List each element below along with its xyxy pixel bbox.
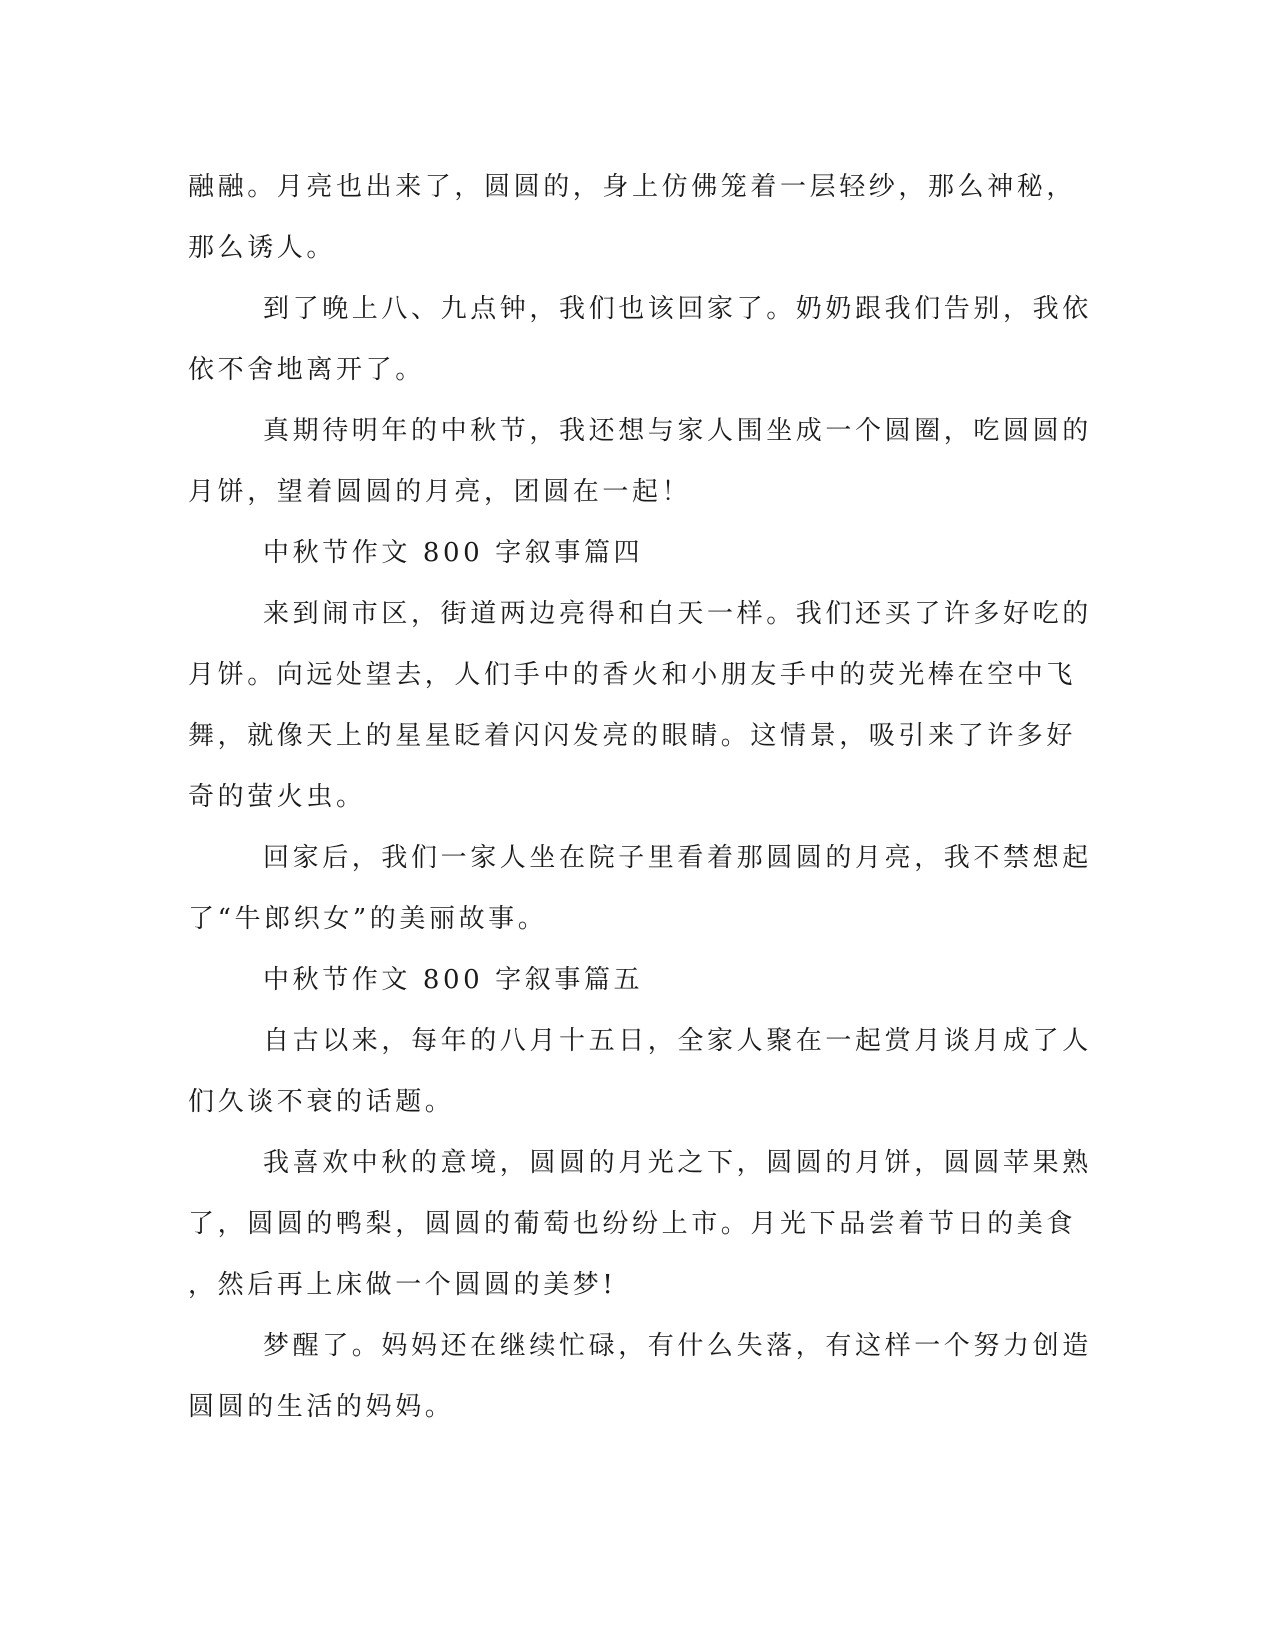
paragraph-start-line: 到了晚上八、九点钟，我们也该回家了。奶奶跟我们告别，我依 <box>263 294 1092 324</box>
text-line: 融融。月亮也出来了，圆圆的，身上仿佛笼着一层轻纱，那么神秘， <box>188 172 1077 202</box>
text-line: 圆圆的生活的妈妈。 <box>188 1392 455 1422</box>
paragraph-start-line: 我喜欢中秋的意境，圆圆的月光之下，圆圆的月饼，圆圆苹果熟 <box>263 1148 1092 1178</box>
text-line: 那么诱人。 <box>188 233 337 263</box>
section-heading: 中秋节作文 800 字叙事篇四 <box>263 538 644 568</box>
paragraph-start-line: 真期待明年的中秋节，我还想与家人围坐成一个圆圈，吃圆圆的 <box>263 416 1092 446</box>
paragraph-start-line: 梦醒了。妈妈还在继续忙碌，有什么失落，有这样一个努力创造 <box>263 1331 1092 1361</box>
text-line: 了，圆圆的鸭梨，圆圆的葡萄也纷纷上市。月光下品尝着节日的美食 <box>188 1209 1077 1239</box>
text-line: 了“牛郎织女”的美丽故事。 <box>188 904 548 934</box>
text-line: 月饼。向远处望去，人们手中的香火和小朋友手中的荧光棒在空中飞 <box>188 660 1077 690</box>
paragraph-start-line: 回家后，我们一家人坐在院子里看着那圆圆的月亮，我不禁想起 <box>263 843 1092 873</box>
paragraph-start-line: 来到闹市区，街道两边亮得和白天一样。我们还买了许多好吃的 <box>263 599 1092 629</box>
paragraph-start-line: 自古以来，每年的八月十五日，全家人聚在一起赏月谈月成了人 <box>263 1026 1092 1056</box>
text-line: 们久谈不衰的话题。 <box>188 1087 455 1117</box>
section-heading: 中秋节作文 800 字叙事篇五 <box>263 965 644 995</box>
text-line: 舞，就像天上的星星眨着闪闪发亮的眼睛。这情景，吸引来了许多好 <box>188 721 1077 751</box>
text-line: 依不舍地离开了。 <box>188 355 425 385</box>
text-line: 月饼，望着圆圆的月亮，团圆在一起！ <box>188 477 692 507</box>
text-line: 奇的萤火虫。 <box>188 782 366 812</box>
document-body <box>188 157 1092 1438</box>
text-line: ，然后再上床做一个圆圆的美梦! <box>188 1270 617 1300</box>
